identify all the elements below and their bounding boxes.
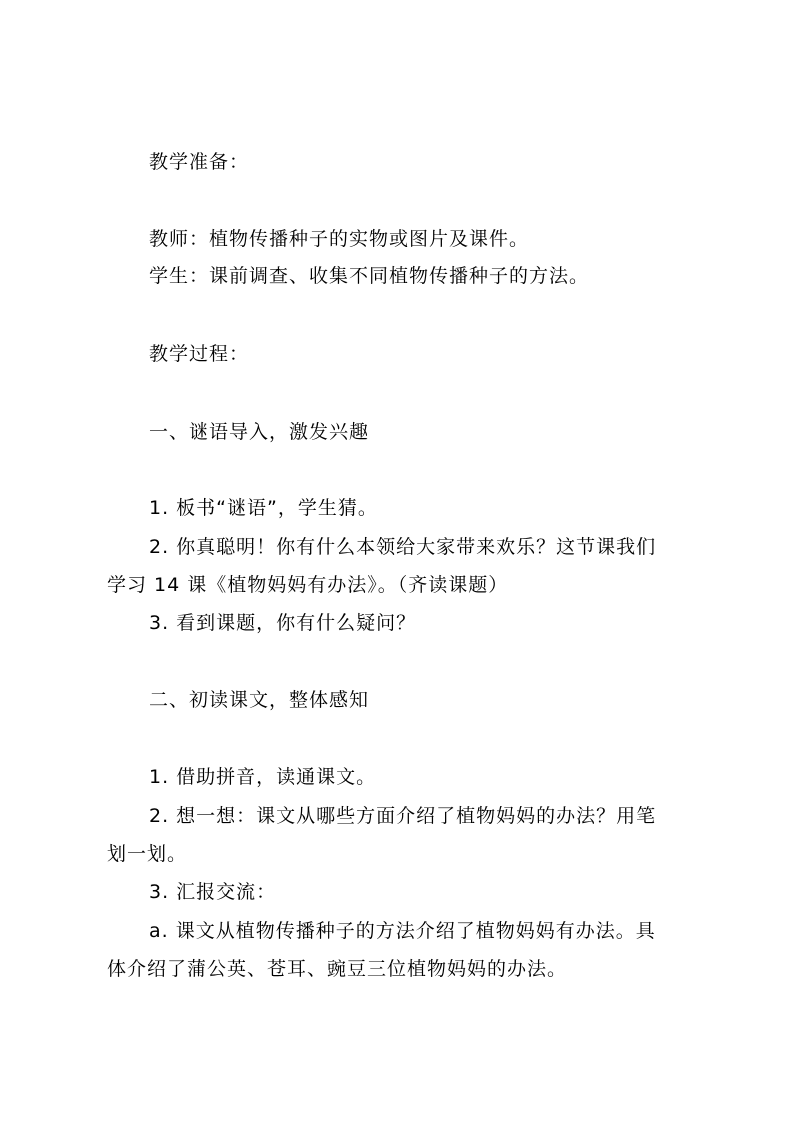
section-2-item-3: 3. 汇报交流： (149, 881, 277, 903)
section-2-heading: 二、初读课文，整体感知 (149, 689, 370, 711)
section-2-item-2-continued: 划一划。 (107, 843, 188, 865)
section-1-item-3: 3. 看到课题，你有什么疑问？ (149, 612, 417, 634)
section-1-item-1: 1. 板书“谜语”，学生猜。 (149, 497, 378, 519)
student-preparation: 学生：课前调查、收集不同植物传播种子的方法。 (149, 265, 590, 287)
teacher-preparation: 教师：植物传播种子的实物或图片及课件。 (149, 228, 530, 250)
section-2-item-1: 1. 借助拼音，读通课文。 (149, 766, 377, 788)
section-2-item-3a: a. 课文从植物传播种子的方法介绍了植物妈妈有办法。具 (149, 920, 656, 942)
process-heading: 教学过程： (149, 343, 250, 365)
section-1-item-2-continued: 学习 14 课《植物妈妈有办法》。（齐读课题） (107, 574, 509, 596)
preparation-heading: 教学准备： (149, 151, 250, 173)
section-2-item-2: 2. 想一想：课文从哪些方面介绍了植物妈妈的办法？用笔 (149, 805, 657, 827)
section-1-item-2: 2. 你真聪明！你有什么本领给大家带来欢乐？这节课我们 (149, 536, 657, 558)
section-2-item-3a-continued: 体介绍了蒲公英、苍耳、豌豆三位植物妈妈的办法。 (107, 958, 568, 980)
section-1-heading: 一、谜语导入，激发兴趣 (149, 421, 370, 443)
